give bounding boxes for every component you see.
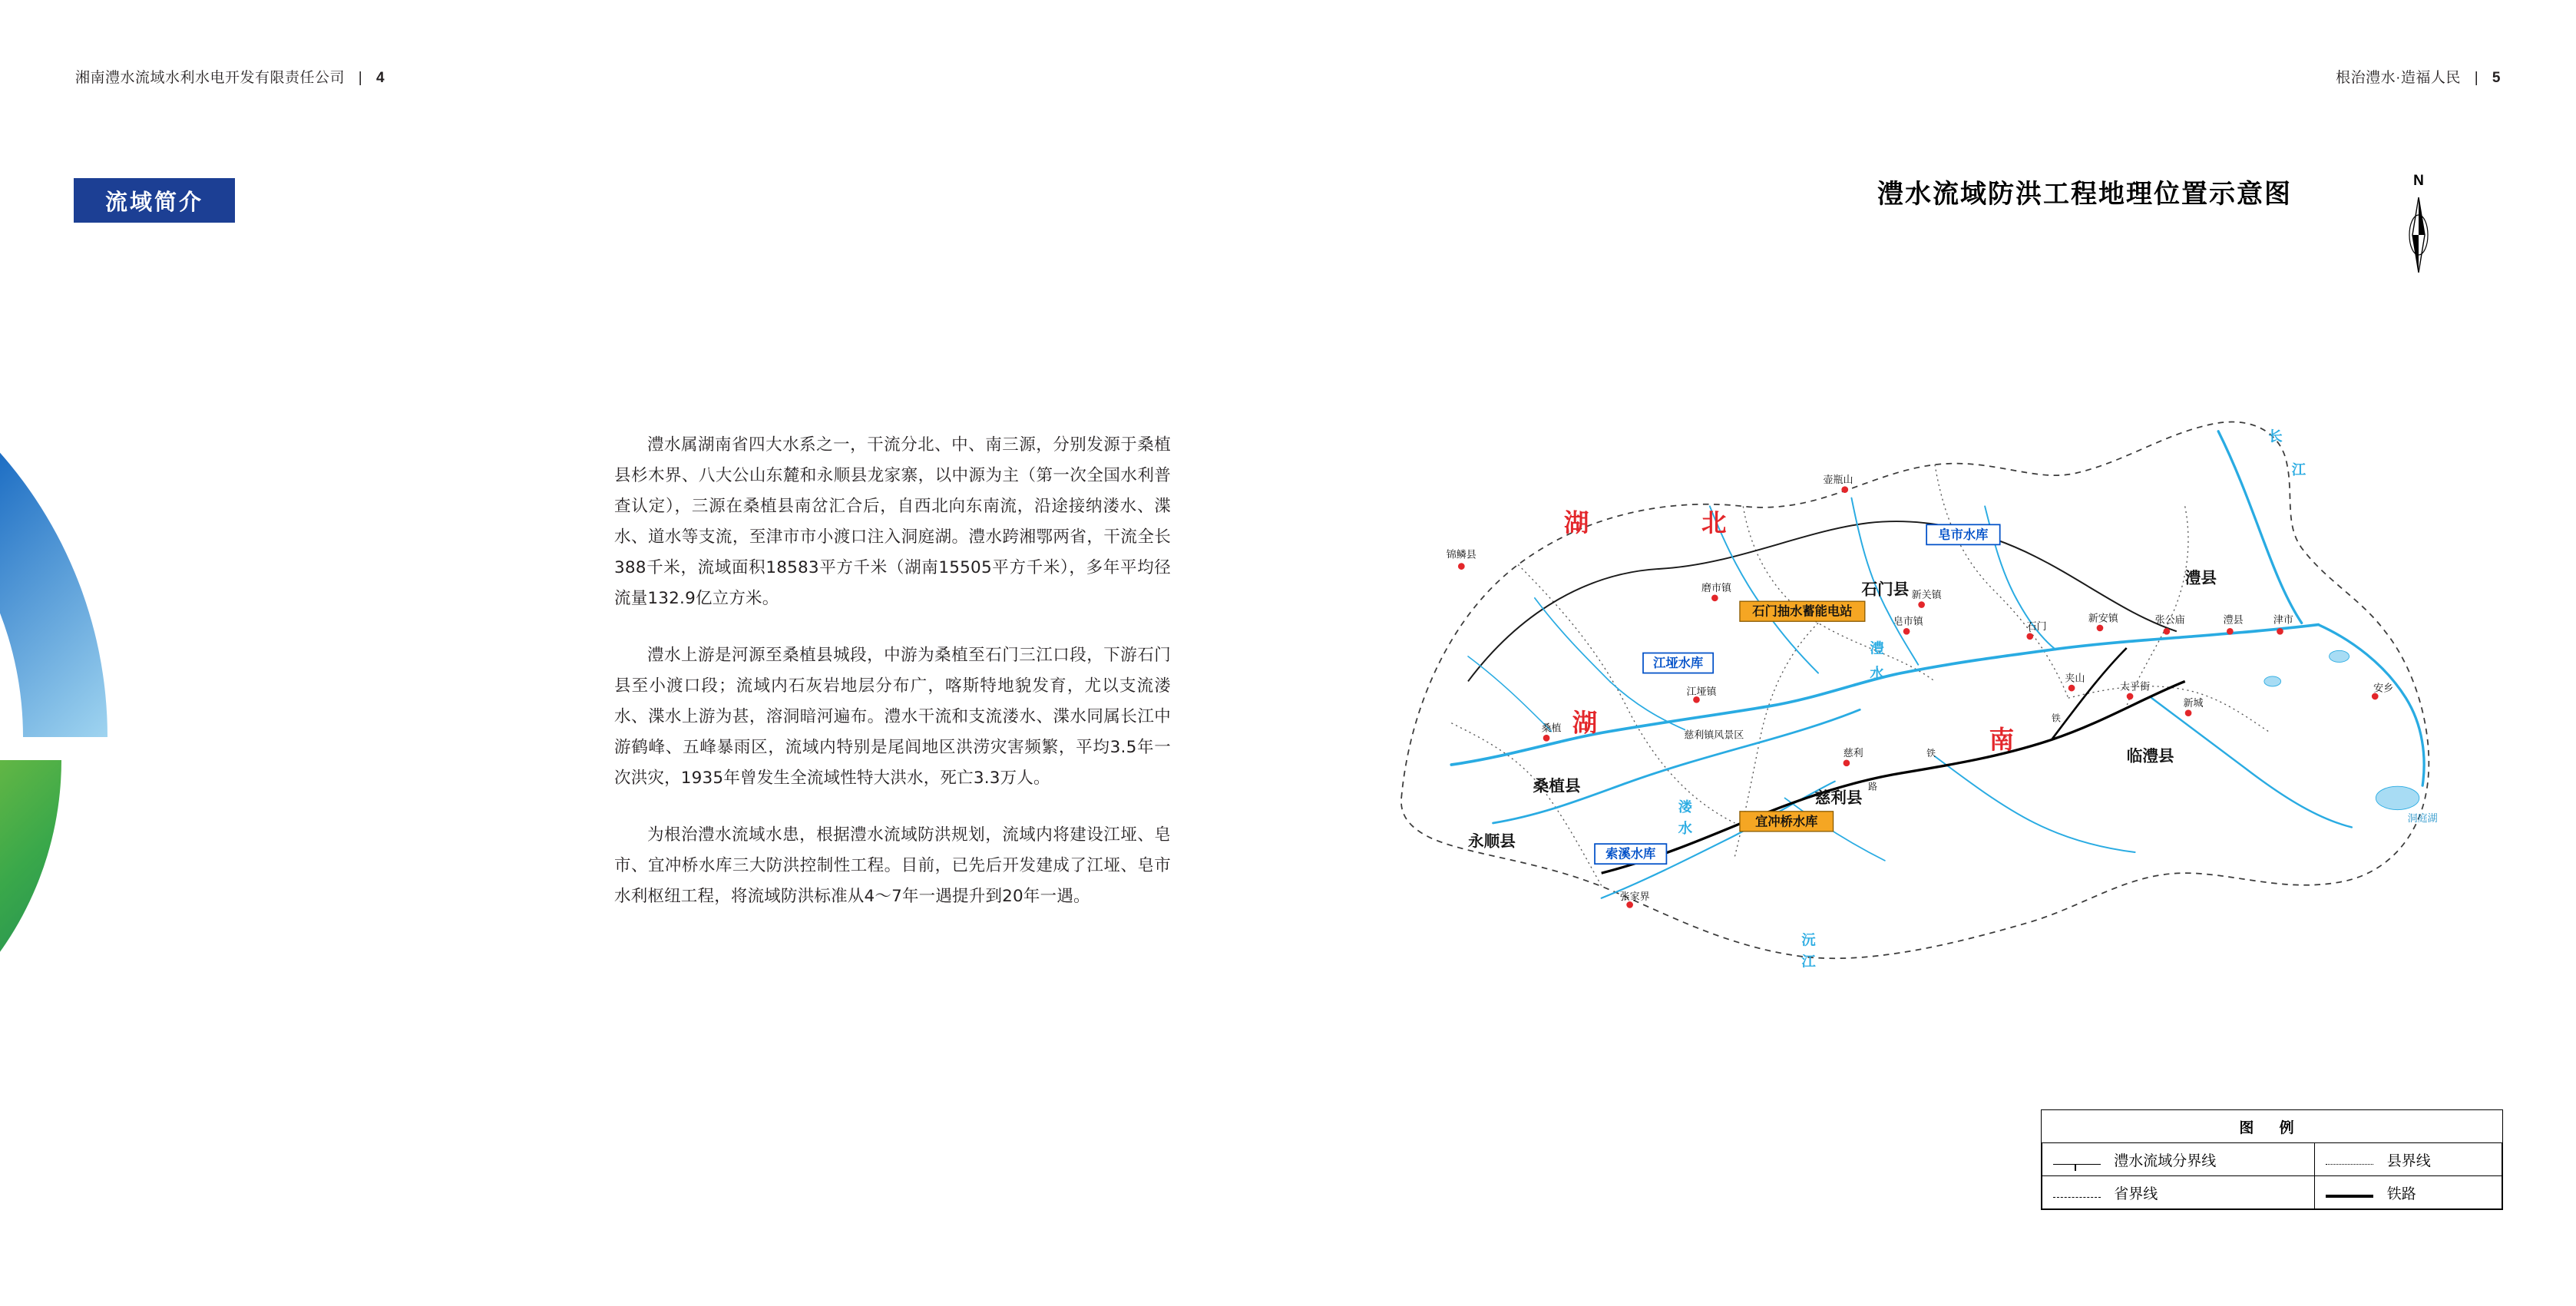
legend-label: 铁路 bbox=[2386, 1185, 2416, 1202]
town-label: 石门 bbox=[2026, 621, 2047, 633]
county-label: 桑植县 bbox=[1533, 776, 1581, 795]
river-label: 水 bbox=[1870, 666, 1884, 683]
paragraph-2: 澧水上游是河源至桑植县城段，中游为桑植至石门三江口段，下游石门县至小渡口段；流域内石灰岩地层分布广，喀斯特地貌发育，尤以支流溇水、渫水上游为甚，溶洞暗河遍布。澧水干流和支流溇水、渫水同属长江中游鹤峰、五峰暴雨区，流域内特别是尾闾地区洪涝灾害频繁，平均3.5年一次洪灾，1935年曾发生全流域性特大洪水，死亡3.3万人。 bbox=[614, 646, 1171, 788]
county-label: 慈利县 bbox=[1814, 788, 1863, 807]
county-label: 临澧县 bbox=[2126, 746, 2174, 765]
compass-rose bbox=[2396, 173, 2442, 280]
basin-boundary-icon bbox=[2053, 1152, 2101, 1169]
river-label: 溇 bbox=[1678, 798, 1693, 815]
reservoir-label: 江垭水库 bbox=[1653, 655, 1704, 670]
legend-label: 澧水流域分界线 bbox=[2114, 1152, 2217, 1169]
town-label: 安乡 bbox=[2373, 683, 2394, 695]
paragraph-3: 为根治澧水流域水患，根据澧水流域防洪规划，流域内将建设江垭、皂市、宜冲桥水库三大防洪控制性工程。目前，已先后开发建成了江垭、皂市水利枢纽工程，将流域防洪标准从4～7年一遇提升到20年一遇。 bbox=[614, 825, 1171, 906]
railway-tick-labels bbox=[1868, 713, 2061, 792]
body-text-column bbox=[614, 430, 1171, 938]
page-number-left: 4 bbox=[376, 70, 385, 86]
town-label: 新关镇 bbox=[1911, 589, 1942, 601]
town-label: 澧县 bbox=[2223, 614, 2244, 627]
lake-label: 洞庭湖 bbox=[2407, 812, 2438, 825]
river-label: 长 bbox=[2268, 428, 2283, 445]
town-label: 慈利 bbox=[1843, 748, 1863, 760]
river-labels bbox=[1678, 428, 2306, 970]
map-svg bbox=[1351, 322, 2518, 1090]
pumped-storage-station-label: 石门抽水蓄能电站 bbox=[1752, 603, 1853, 619]
legend-item-railway bbox=[2315, 1176, 2502, 1209]
legend-item-county-boundary bbox=[2315, 1143, 2502, 1176]
running-head-right bbox=[2336, 66, 2501, 87]
county-label: 澧县 bbox=[2184, 568, 2217, 587]
svg-text:铁: 铁 bbox=[2052, 713, 2061, 724]
running-head-left-text: 湘南澧水流域水利水电开发有限责任公司 bbox=[75, 70, 346, 86]
map-figure bbox=[1351, 322, 2518, 1090]
compass-needle-icon bbox=[2396, 193, 2442, 277]
legend-item-province-boundary bbox=[2042, 1176, 2315, 1209]
town-label: 磨市镇 bbox=[1701, 583, 1732, 595]
town-label: 新城 bbox=[2183, 698, 2204, 709]
county-boundary-icon bbox=[2326, 1152, 2373, 1169]
province-label: 湖 bbox=[1563, 508, 1589, 537]
svg-text:路: 路 bbox=[1868, 781, 1878, 792]
county-label: 永顺县 bbox=[1468, 832, 1516, 851]
province-label: 北 bbox=[1701, 508, 1727, 537]
paragraph-1: 澧水属湖南省四大水系之一，干流分北、中、南三源，分别发源于桑植县杉木界、八大公山东麓和永顺县龙家寨，以中源为主（第一次全国水利普查认定），三源在桑植县南岔汇合后，自西北向东南流，沿途接纳溇水、渫水、道水等支流，至津市市小渡口注入洞庭湖。澧水跨湘鄂两省，干流全长388千米，流域面积18583平方千米（湖南15505平方千米），多年平均径流量132.9亿立方米。 bbox=[614, 435, 1171, 608]
town-label: 慈利镇风景区 bbox=[1684, 729, 1744, 742]
town-label: 张公庙 bbox=[2154, 614, 2185, 627]
decorative-swirl-graphic bbox=[0, 399, 430, 1167]
river-label: 江 bbox=[1801, 954, 1816, 970]
reservoir-label: 索溪水库 bbox=[1605, 846, 1656, 861]
map-legend bbox=[2041, 1109, 2503, 1210]
section-tag: 流域简介 bbox=[74, 178, 235, 223]
reservoir-label: 宜冲桥水库 bbox=[1755, 814, 1818, 829]
town-label: 津市 bbox=[2273, 614, 2293, 627]
page-number-right: 5 bbox=[2492, 70, 2501, 86]
legend-label: 县界线 bbox=[2386, 1152, 2431, 1169]
province-boundary-path bbox=[1401, 422, 2429, 959]
town-label: 太平街 bbox=[2120, 681, 2151, 693]
province-label: 南 bbox=[1989, 725, 2015, 755]
railway-icon bbox=[2326, 1185, 2373, 1202]
running-head-separator: | bbox=[358, 70, 363, 86]
river-network bbox=[1451, 431, 2424, 898]
running-head-left bbox=[75, 66, 385, 87]
compass-north-label: N bbox=[2413, 173, 2424, 189]
town-label: 夹山 bbox=[2065, 673, 2085, 685]
legend-item-basin-boundary bbox=[2042, 1143, 2315, 1176]
town-label: 张家界 bbox=[1619, 891, 1650, 903]
province-label: 湖 bbox=[1572, 708, 1598, 738]
town-label: 皂市镇 bbox=[1893, 616, 1923, 628]
river-label: 澧 bbox=[1870, 640, 1884, 657]
town-label: 江垭镇 bbox=[1686, 686, 1717, 698]
town-label: 锦鳞县 bbox=[1446, 549, 1476, 561]
railway-lines bbox=[1602, 648, 2185, 873]
province-boundary-icon bbox=[2053, 1185, 2101, 1202]
reservoir-callouts bbox=[1595, 524, 2000, 864]
lake-shapes bbox=[2264, 650, 2419, 809]
town-label: 桑植 bbox=[1541, 722, 1562, 735]
town-label: 新安镇 bbox=[2088, 613, 2118, 625]
river-label: 沅 bbox=[1801, 932, 1816, 949]
svg-text:铁: 铁 bbox=[1926, 748, 1936, 759]
town-label: 壶瓶山 bbox=[1823, 474, 1853, 487]
map-title: 澧水流域防洪工程地理位置示意图 bbox=[1877, 180, 2292, 209]
county-label: 石门县 bbox=[1861, 580, 1910, 599]
river-label: 江 bbox=[2291, 462, 2306, 479]
legend-label: 省界线 bbox=[2114, 1185, 2158, 1202]
running-head-right-text: 根治澧水·造福人民 bbox=[2336, 70, 2461, 86]
river-label: 水 bbox=[1678, 821, 1693, 838]
legend-title: 图 例 bbox=[2042, 1110, 2502, 1143]
running-head-separator-right: | bbox=[2474, 70, 2479, 86]
reservoir-label: 皂市水库 bbox=[1938, 527, 1989, 542]
